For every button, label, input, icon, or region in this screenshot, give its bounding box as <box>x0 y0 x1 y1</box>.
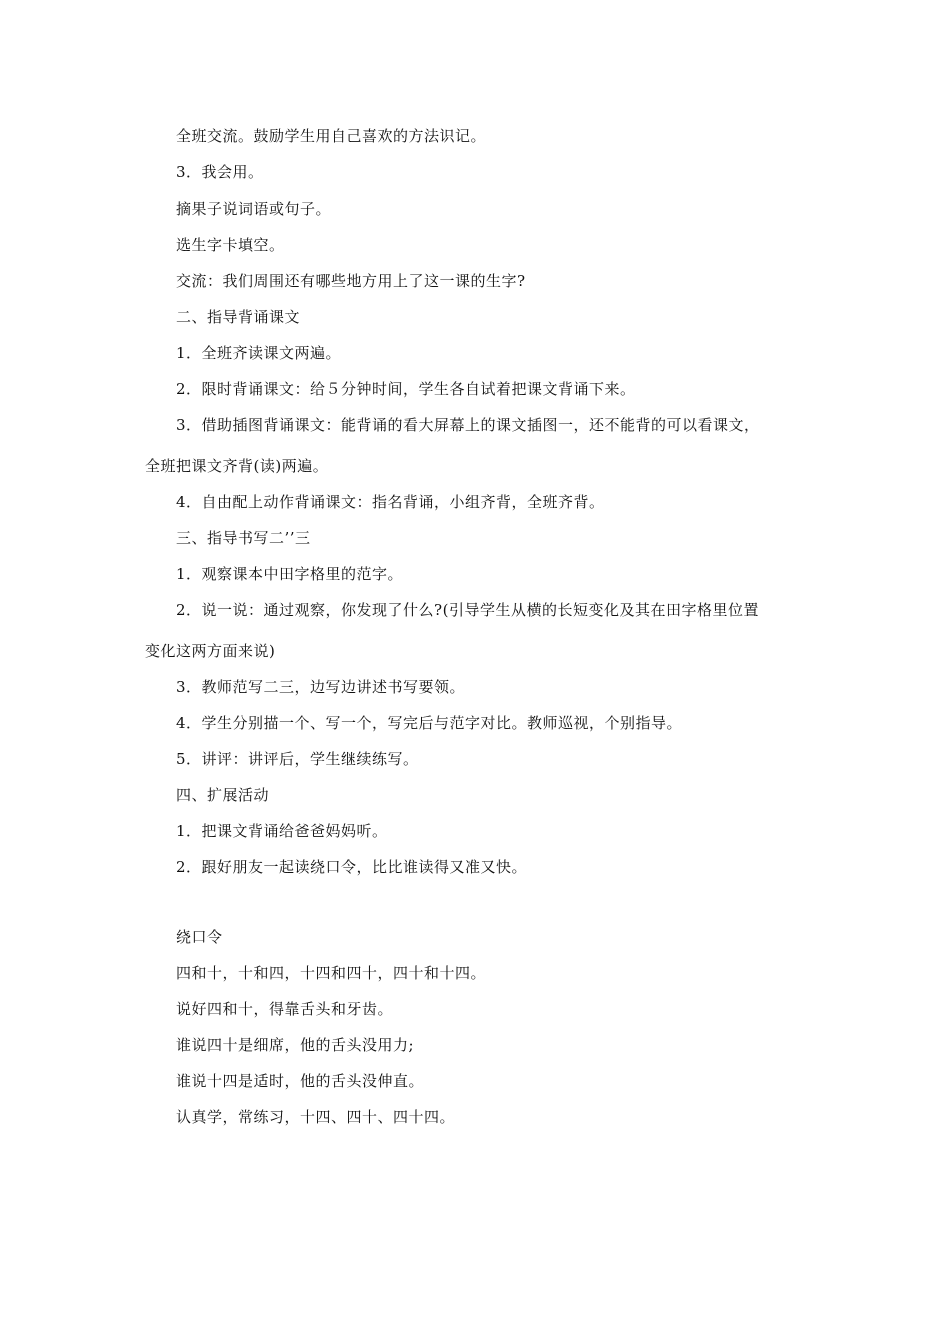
paragraph-line: 4．学生分别描一个、写一个，写完后与范字对比。教师巡视，个别指导。 <box>176 714 683 732</box>
paragraph-line: 变化这两方面来说) <box>145 642 276 660</box>
paragraph-line: 全班交流。鼓励学生用自己喜欢的方法识记。 <box>176 127 487 145</box>
section-heading: 二、指导背诵课文 <box>176 308 301 326</box>
paragraph-line: 选生字卡填空。 <box>176 236 285 254</box>
paragraph-line: 全班把课文齐背(读)两遍。 <box>145 457 329 475</box>
paragraph-line: 1．把课文背诵给爸爸妈妈听。 <box>176 822 388 840</box>
tongue-twister-title: 绕口令 <box>176 928 223 946</box>
paragraph-line: 3．我会用。 <box>176 163 264 181</box>
tongue-twister-line: 四和十，十和四，十四和四十，四十和十四。 <box>176 964 487 982</box>
paragraph-line: 3．教师范写二三，边写边讲述书写要领。 <box>176 678 466 696</box>
paragraph-line: 1．全班齐读课文两遍。 <box>176 344 342 362</box>
paragraph-line: 交流：我们周围还有哪些地方用上了这一课的生字? <box>176 272 526 290</box>
paragraph-line: 5．讲评：讲评后，学生继续练写。 <box>176 750 419 768</box>
paragraph-line: 2．跟好朋友一起读绕口令，比比谁读得又准又快。 <box>176 858 528 876</box>
section-heading: 三、指导书写二’’三 <box>176 529 311 547</box>
paragraph-line: 2．限时背诵课文：给５分钟时间，学生各自试着把课文背诵下来。 <box>176 380 636 398</box>
paragraph-line: 2．说一说：通过观察，你发现了什么?(引导学生从横的长短变化及其在田字格里位置 <box>176 601 759 619</box>
tongue-twister-line: 认真学，常练习，十四、四十、四十四。 <box>176 1108 456 1126</box>
tongue-twister-line: 谁说十四是适时，他的舌头没伸直。 <box>176 1072 425 1090</box>
paragraph-line: 4．自由配上动作背诵课文：指名背诵，小组齐背，全班齐背。 <box>176 493 605 511</box>
paragraph-line: 3．借助插图背诵课文：能背诵的看大屏幕上的课文插图一，还不能背的可以看课文， <box>176 416 760 434</box>
paragraph-line: 1．观察课本中田字格里的范字。 <box>176 565 404 583</box>
section-heading: 四、扩展活动 <box>176 786 270 804</box>
paragraph-line: 摘果子说词语或句子。 <box>176 200 332 218</box>
tongue-twister-line: 谁说四十是细席，他的舌头没用力; <box>176 1036 415 1054</box>
tongue-twister-line: 说好四和十，得靠舌头和牙齿。 <box>176 1000 394 1018</box>
